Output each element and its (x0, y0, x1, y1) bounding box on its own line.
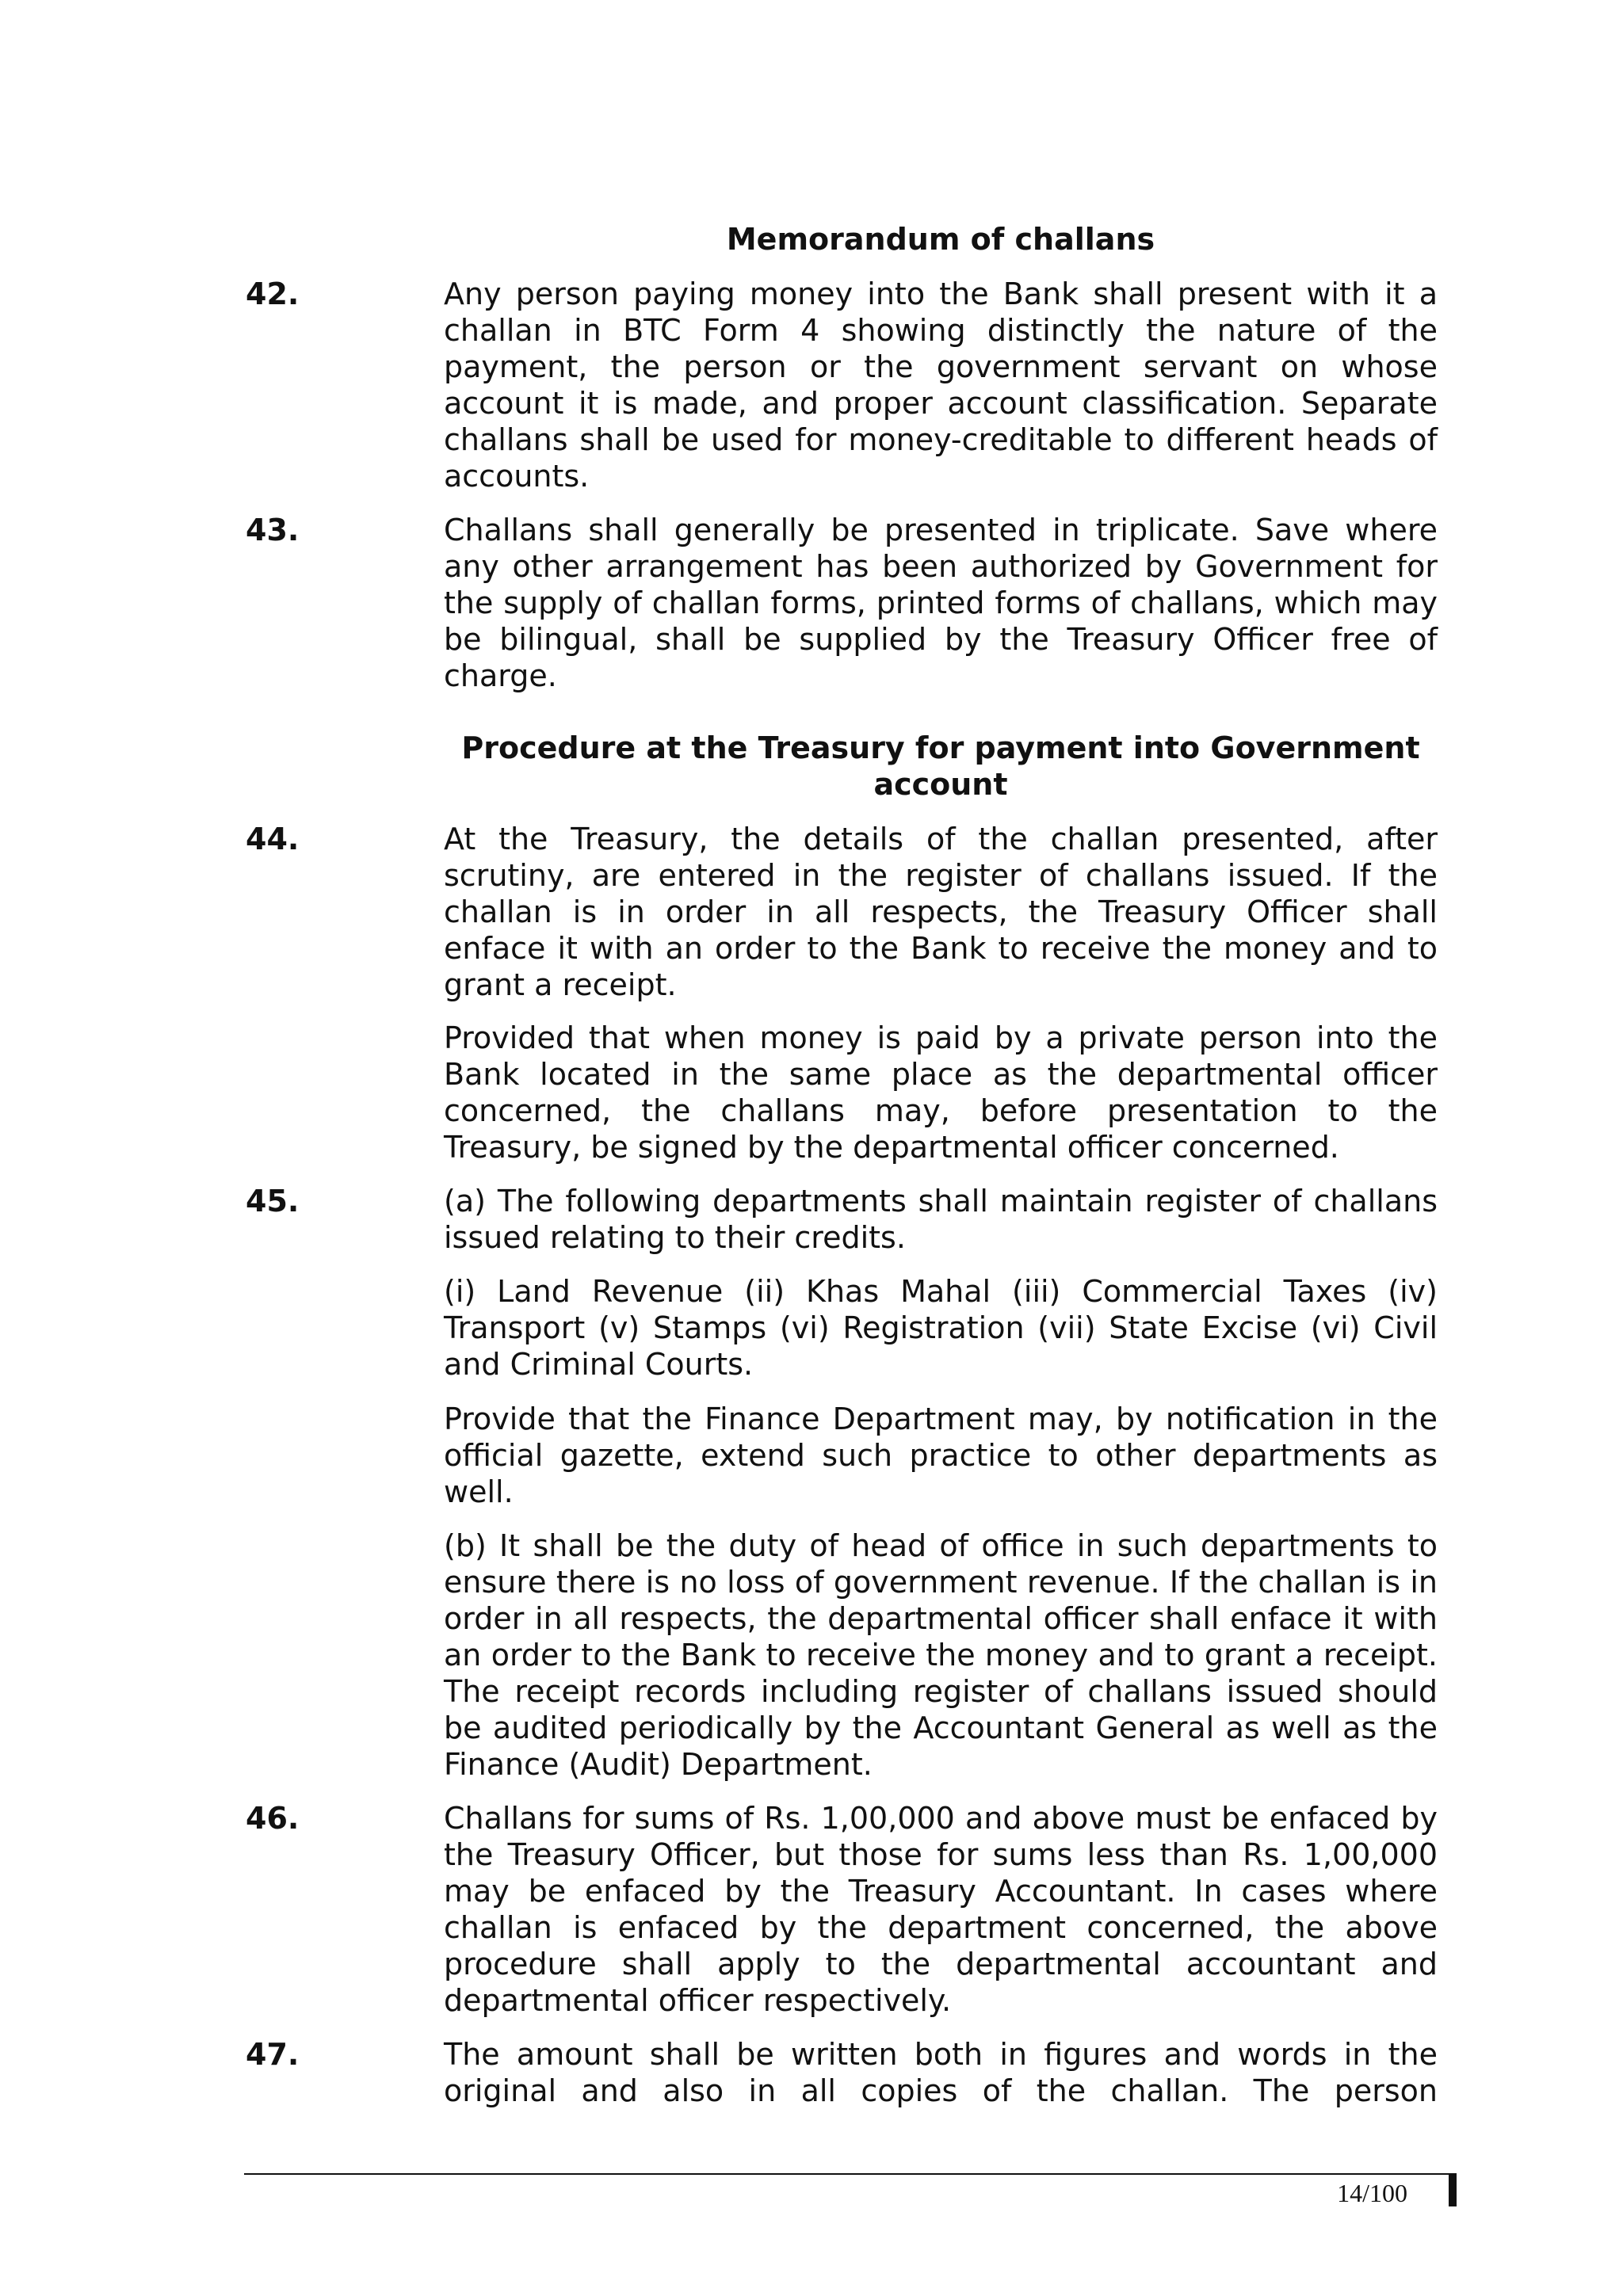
paragraph-number-45: 45. (246, 1184, 300, 1219)
paragraph-number-44: 44. (246, 822, 300, 856)
paragraph-number-46: 46. (246, 1801, 300, 1836)
paragraph-44-text: At the Treasury, the details of the challan presented, after scrutiny, are entered in the register of challans issued. If the challan is in order in all respects, the Treasury Officer shall enface it with an order to the Bank to receive the money and to grant a receipt. (444, 822, 1438, 1002)
paragraph-number-42: 42. (246, 277, 300, 311)
paragraph-number-47: 47. (246, 2037, 300, 2072)
heading-procedure-at-treasury: Procedure at the Treasury for payment into Government account (461, 730, 1420, 802)
paragraph-45-proviso: Provide that the Finance Department may, by notification in the official gazette, extend such practice to other departments as well. (444, 1402, 1438, 1509)
page-number: 14/100 (1337, 2179, 1407, 2207)
paragraph-42-text: Any person paying money into the Bank shall present with it a challan in BTC Form 4 showing distinctly the nature of the payment, the person or the government servant on whose account it is made, and proper account classification. Separate challans shall be used for money-creditable to different heads of accounts. (444, 277, 1438, 494)
paragraph-45-clause-a: (a) The following departments shall maintain register of challans issued relating to their credits. (444, 1184, 1438, 1255)
paragraph-44-proviso: Provided that when money is paid by a private person into the Bank located in the same place as the departmental officer concerned, the challans may, before presentation to the Treasury, be signed by the departmental officer concerned. (444, 1020, 1438, 1165)
paragraph-45-department-list: (i) Land Revenue (ii) Khas Mahal (iii) Commercial Taxes (iv) Transport (v) Stamps (vi) Registration (vii) State Excise (vi) Civil and Criminal Courts. (444, 1274, 1438, 1382)
footer-rule (244, 2173, 1457, 2175)
paragraph-46-text: Challans for sums of Rs. 1,00,000 and above must be enfaced by the Treasury Officer, but those for sums less than Rs. 1,00,000 may be enfaced by the Treasury Accountant. In cases where challan is enfaced by the department concerned, the above procedure shall apply to the departmental accountant and departmental officer respectively. (444, 1801, 1438, 2018)
paragraph-number-43: 43. (246, 513, 300, 547)
paragraph-43-text: Challans shall generally be presented in triplicate. Save where any other arrangement has been authorized by Government for the supply of challan forms, printed forms of challans, which may be bilingual, shall be supplied by the Treasury Officer free of charge. (444, 513, 1438, 693)
paragraph-47-text: The amount shall be written both in figures and words in the original and also in all copies of the challan. The person (444, 2037, 1438, 2108)
footer-bar (1449, 2173, 1457, 2206)
paragraph-45-clause-b: (b) It shall be the duty of head of office in such departments to ensure there is no loss of government revenue. If the challan is in order in all respects, the departmental officer shall enface it with an order to the Bank to receive the money and to grant a receipt. The receipt records including register of challans issued should be audited periodically by the Accountant General as well as the Finance (Audit) Department. (444, 1528, 1438, 1782)
heading-memorandum-of-challans: Memorandum of challans (726, 222, 1155, 257)
